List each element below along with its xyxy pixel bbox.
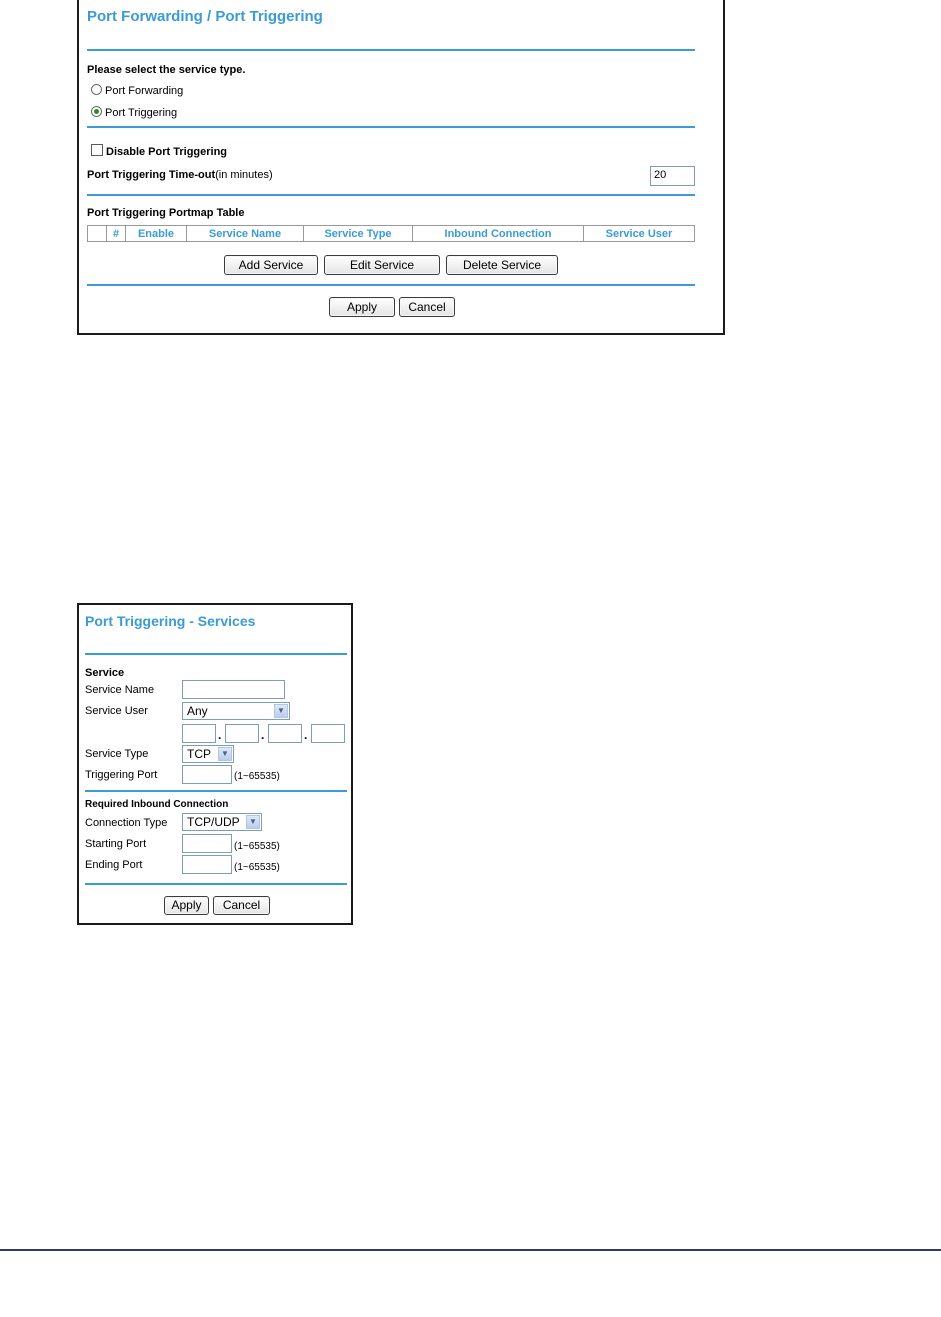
radio-button-selected-icon[interactable] <box>91 106 102 117</box>
radio-button-icon[interactable] <box>91 84 102 95</box>
chevron-down-icon[interactable]: ▼ <box>274 704 288 718</box>
timeout-unit: (in minutes) <box>215 169 273 181</box>
chevron-down-icon[interactable]: ▼ <box>246 815 260 829</box>
ending-port-input[interactable] <box>182 855 232 874</box>
starting-port-input[interactable] <box>182 834 232 853</box>
ending-port-range: (1~65535) <box>234 862 280 873</box>
inbound-section-heading: Required Inbound Connection <box>85 799 229 810</box>
connection-type-label: Connection Type <box>85 817 168 829</box>
radio-label: Port Triggering <box>105 107 178 119</box>
starting-port-label: Starting Port <box>85 838 147 850</box>
ip-separator: . <box>218 728 222 742</box>
timeout-label-text: Port Triggering Time-out <box>87 169 216 181</box>
port-triggering-services-panel <box>77 603 353 925</box>
ip-separator: . <box>304 728 308 742</box>
connection-type-value: TCP/UDP <box>187 815 240 829</box>
chevron-down-icon[interactable]: ▼ <box>218 747 232 761</box>
column-header-service-name: Service Name <box>187 226 304 242</box>
divider <box>85 653 347 655</box>
triggering-port-input[interactable] <box>182 765 232 784</box>
ip-octet-2-input[interactable] <box>225 724 259 743</box>
divider <box>87 194 695 196</box>
checkbox-icon[interactable] <box>91 144 103 156</box>
triggering-port-label: Triggering Port <box>85 769 158 781</box>
ending-port-label: Ending Port <box>85 859 143 871</box>
divider <box>85 883 347 885</box>
portmap-table-title: Port Triggering Portmap Table <box>87 207 245 219</box>
divider <box>85 790 347 792</box>
page-footer-rule <box>0 1249 941 1251</box>
starting-port-range: (1~65535) <box>234 841 280 852</box>
service-user-label: Service User <box>85 705 148 717</box>
timeout-input[interactable]: 20 <box>650 166 695 186</box>
ip-octet-4-input[interactable] <box>311 724 345 743</box>
service-type-value: TCP <box>187 747 211 761</box>
ip-octet-3-input[interactable] <box>268 724 302 743</box>
table-header-row <box>88 226 695 242</box>
service-user-select[interactable] <box>182 702 290 720</box>
apply-button[interactable]: Apply <box>329 297 395 317</box>
ip-separator: . <box>261 728 265 742</box>
ip-octet-1-input[interactable] <box>182 724 216 743</box>
timeout-label <box>87 169 273 181</box>
add-service-button[interactable]: Add Service <box>224 255 318 275</box>
service-user-value: Any <box>187 704 208 718</box>
disable-port-triggering-checkbox[interactable] <box>91 144 227 158</box>
divider <box>87 49 695 51</box>
radio-port-forwarding[interactable] <box>91 84 183 97</box>
page-title: Port Forwarding / Port Triggering <box>87 8 323 25</box>
column-header-enable: Enable <box>126 226 187 242</box>
connection-type-select[interactable] <box>182 813 262 831</box>
service-type-select[interactable] <box>182 745 234 763</box>
column-header-number: # <box>107 226 126 242</box>
column-header-select <box>88 226 107 242</box>
divider <box>87 284 695 286</box>
service-section-heading: Service <box>85 667 125 679</box>
services-apply-button[interactable]: Apply <box>164 896 209 915</box>
service-name-label: Service Name <box>85 684 155 696</box>
portmap-table <box>87 225 695 242</box>
radio-port-triggering[interactable] <box>91 106 177 119</box>
column-header-service-type: Service Type <box>304 226 413 242</box>
cancel-button[interactable]: Cancel <box>399 297 455 317</box>
delete-service-button[interactable]: Delete Service <box>446 255 558 275</box>
services-title: Port Triggering - Services <box>85 613 256 629</box>
column-header-inbound-connection: Inbound Connection <box>413 226 584 242</box>
edit-service-button[interactable]: Edit Service <box>324 255 440 275</box>
service-type-label: Service Type <box>85 748 149 760</box>
divider <box>87 126 695 128</box>
radio-label: Port Forwarding <box>105 85 184 97</box>
services-cancel-button[interactable]: Cancel <box>213 896 270 915</box>
column-header-service-user: Service User <box>584 226 695 242</box>
port-forwarding-panel <box>77 0 725 335</box>
triggering-port-range: (1~65535) <box>234 771 280 782</box>
checkbox-label: Disable Port Triggering <box>106 146 228 158</box>
service-name-input[interactable] <box>182 680 285 699</box>
service-type-prompt: Please select the service type. <box>87 64 246 76</box>
